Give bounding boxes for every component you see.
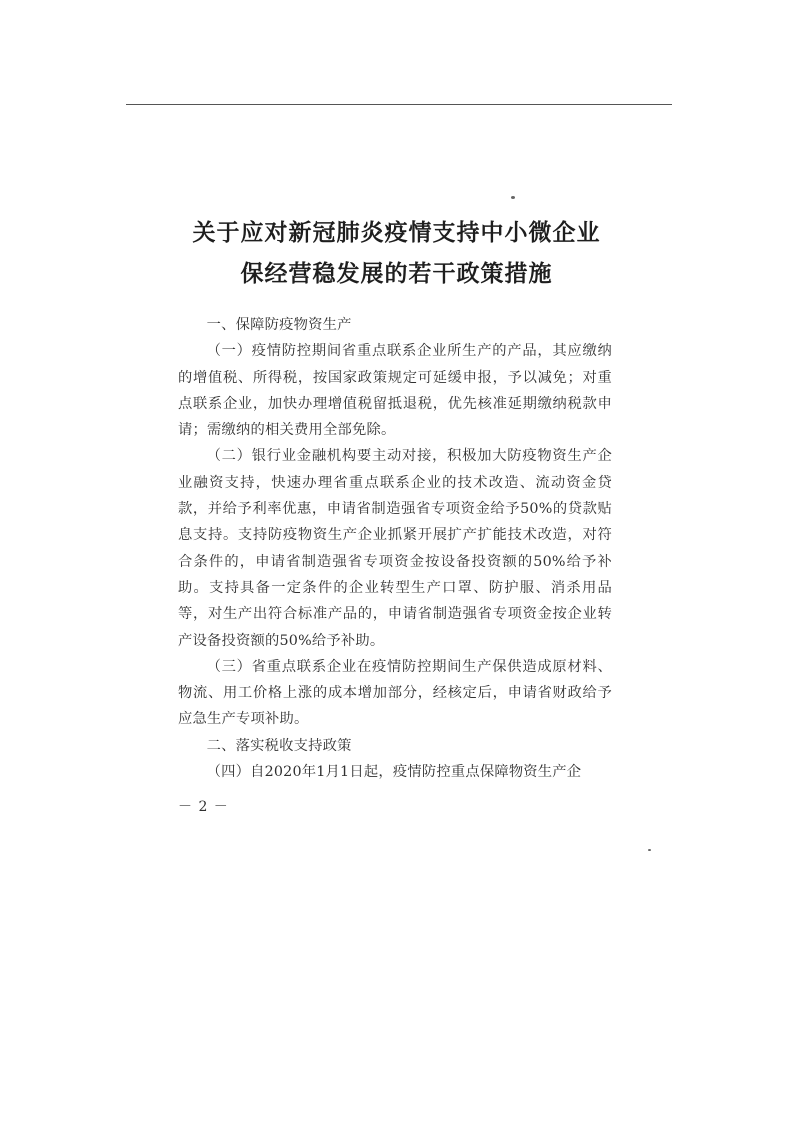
document-title-line-1: 关于应对新冠肺炎疫情支持中小微企业 (192, 220, 601, 246)
header-rule (126, 104, 672, 105)
paragraph-4: （四）自2020年1月1日起，疫情防控重点保障物资生产企 (206, 764, 582, 781)
paragraph-1: （一）疫情防控期间省重点联系企业所生产的产品，其应缴纳的增值税、所得税，按国家政策规定可延缓申报，予以减免；对重点联系企业，加快办理增值税留抵退税，优先核准延期缴纳税款申请；需缴纳的相关费用全部免除。 (178, 343, 612, 439)
scan-speck (511, 196, 515, 199)
paragraph-3: （三）省重点联系企业在疫情防控期间生产保供造成原材料、物流、用工价格上涨的成本增加部分，经核定后，申请省财政给予应急生产专项补助。 (178, 658, 612, 728)
scan-speck (648, 849, 651, 851)
page-number: － 2 － (178, 799, 229, 815)
paragraph-2: （二）银行业金融机构要主动对接，积极加大防疫物资生产企业融资支持，快速办理省重点联系企业的技术改造、流动资金贷款，并给予利率优惠，申请省制造强省专项资金给予50%的贷款贴息支持。支持防疫物资生产企业抓紧开展扩产扩能技术改造，对符合条件的，申请省制造强省专项资金按设备投资额的50%给予补助。支持具备一定条件的企业转型生产口罩、防护服、消杀用品等，对生产出符合标准产品的，申请省制造强省专项资金按企业转产设备投资额的50%给予补助。 (178, 448, 612, 649)
document-title-line-2: 保经营稳发展的若干政策措施 (240, 261, 553, 287)
section-heading-1: 一、保障防疫物资生产 (206, 317, 352, 333)
document-body (178, 312, 612, 785)
section-heading-2: 二、落实税收支持政策 (206, 737, 352, 754)
